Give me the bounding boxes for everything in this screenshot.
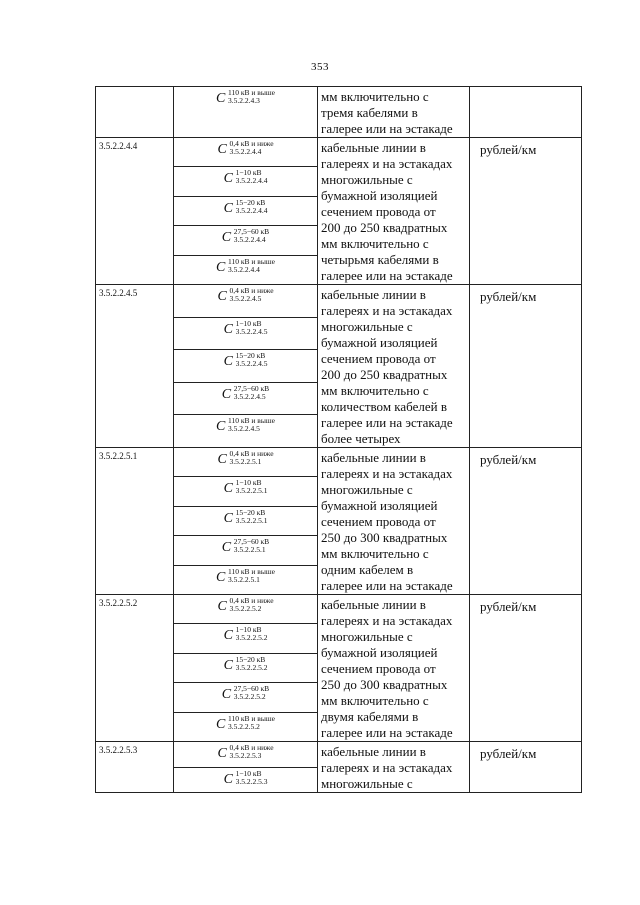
description-line: многожильные с: [321, 629, 413, 644]
unit-of-measure: рублей/км: [470, 448, 582, 595]
rate-index: 3.5.2.2.5.3: [229, 751, 262, 760]
voltage-class: 15−20 кВ: [235, 654, 266, 664]
rate-letter: C: [216, 259, 226, 275]
item-description: [318, 448, 470, 595]
rate-formula: [217, 140, 273, 156]
rate-index: 3.5.2.2.5.2: [228, 721, 260, 731]
rate-index: 3.5.2.2.4.5: [235, 326, 268, 336]
rate-symbol: [174, 683, 318, 712]
rate-symbol: [174, 285, 318, 318]
rate-formula: [224, 320, 268, 336]
rate-symbol: [174, 595, 318, 624]
description-line: 200 до 250 квадратных: [321, 220, 448, 235]
rate-index: 3.5.2.2.5.1: [228, 574, 260, 584]
rate-formula: [224, 199, 268, 215]
description-line: мм включительно с: [321, 236, 429, 251]
rate-formula: [224, 352, 268, 368]
rate-letter: C: [217, 746, 227, 761]
rate-formula: [216, 89, 275, 105]
table-row: [96, 448, 582, 477]
description-line: кабельные линии в: [321, 744, 426, 759]
description-line: двумя кабелями в: [321, 709, 419, 724]
description-line: галереях и на эстакадах: [321, 303, 453, 318]
description-line: сечением провода от: [321, 351, 436, 366]
rate-symbol: [174, 653, 318, 682]
unit-of-measure: рублей/км: [470, 285, 582, 448]
rate-formula: [217, 744, 273, 760]
description-line: кабельные линии в: [321, 140, 426, 155]
rate-symbol: [174, 167, 318, 196]
description-line: галереях и на эстакадах: [321, 466, 453, 481]
rate-symbol: [174, 712, 318, 741]
item-description: [318, 138, 470, 285]
rate-index: 3.5.2.2.4.5: [235, 359, 268, 369]
rate-symbol: [174, 226, 318, 255]
rate-letter: C: [223, 657, 233, 673]
description-line: многожильные с: [321, 319, 413, 334]
description-line: мм включительно с: [321, 89, 429, 104]
description-line: бумажной изоляцией: [321, 335, 438, 350]
rate-symbol: [174, 350, 318, 383]
unit-of-measure: рублей/км: [470, 742, 582, 793]
voltage-class: 0,4 кВ и ниже: [229, 596, 274, 605]
rate-symbol: [174, 767, 318, 793]
description-line: многожильные с: [321, 172, 413, 187]
description-line: галереях и на эстакадах: [321, 760, 453, 775]
rate-formula: [224, 509, 268, 525]
voltage-class: 110 кВ и выше: [228, 256, 275, 266]
table-row: [96, 595, 582, 624]
description-line: сечением провода от: [321, 514, 436, 529]
table-row: [96, 138, 582, 167]
description-line: кабельные линии в: [321, 597, 426, 612]
voltage-class: 15−20 кВ: [235, 507, 266, 517]
voltage-class: 1−10 кВ: [235, 168, 262, 178]
voltage-class: 0,4 кВ и ниже: [229, 743, 274, 752]
rate-index: 3.5.2.2.4.3: [228, 96, 260, 105]
unit-of-measure: рублей/км: [470, 138, 582, 285]
description-line: бумажной изоляцией: [321, 645, 438, 660]
description-line: одним кабелем в: [321, 562, 414, 577]
rate-formula: [216, 715, 275, 731]
rate-symbol: [174, 565, 318, 594]
rate-index: 3.5.2.2.4.4: [235, 176, 268, 186]
tariff-table: [95, 86, 582, 793]
rate-index: 3.5.2.2.5.1: [229, 457, 262, 466]
voltage-class: 1−10 кВ: [235, 625, 262, 635]
description-line: кабельные линии в: [321, 287, 426, 302]
item-description: [318, 87, 470, 138]
voltage-class: 27,5−60 кВ: [233, 227, 270, 237]
rate-letter: C: [216, 91, 226, 106]
rate-letter: C: [217, 599, 227, 614]
description-line: галерее или на эстакаде: [321, 415, 453, 430]
rate-letter: C: [223, 510, 233, 526]
description-line: четырьмя кабелями в: [321, 252, 439, 267]
item-description: [318, 742, 470, 793]
rate-index: 3.5.2.2.5.1: [235, 515, 268, 525]
rate-symbol: [174, 506, 318, 535]
rate-formula: [216, 417, 275, 433]
rate-symbol: [174, 742, 318, 768]
description-line: мм включительно с: [321, 546, 429, 561]
description-line: галерее или на эстакаде: [321, 121, 453, 136]
rate-symbol: [174, 87, 318, 138]
rate-letter: C: [223, 771, 233, 787]
rate-formula: [224, 479, 268, 495]
item-code: 3.5.2.2.4.4: [96, 138, 174, 285]
description-line: бумажной изоляцией: [321, 188, 438, 203]
description-line: галереях и на эстакадах: [321, 613, 453, 628]
rate-formula: [217, 597, 273, 613]
rate-letter: C: [217, 289, 227, 304]
rate-index: 3.5.2.2.5.2: [229, 604, 262, 613]
rate-letter: C: [221, 687, 232, 703]
unit-of-measure: рублей/км: [470, 595, 582, 742]
rate-symbol: [174, 138, 318, 167]
rate-index: 3.5.2.2.4.5: [228, 424, 260, 434]
rate-symbol: [174, 448, 318, 477]
rate-symbol: [174, 196, 318, 225]
rate-letter: C: [217, 452, 227, 467]
rate-letter: C: [216, 569, 226, 585]
rate-formula: [216, 258, 275, 274]
voltage-class: 110 кВ и выше: [228, 713, 275, 723]
rate-symbol: [174, 317, 318, 350]
voltage-class: 110 кВ и выше: [228, 416, 275, 426]
item-code: 3.5.2.2.5.2: [96, 595, 174, 742]
description-line: 250 до 300 квадратных: [321, 530, 448, 545]
item-description: [318, 285, 470, 448]
rate-index: 3.5.2.2.4.5: [229, 294, 262, 303]
description-line: многожильные с: [321, 776, 413, 791]
rate-symbol: [174, 382, 318, 415]
rate-index: 3.5.2.2.5.1: [235, 486, 268, 496]
rate-symbol: [174, 255, 318, 284]
rate-letter: C: [216, 716, 226, 732]
voltage-class: 27,5−60 кВ: [233, 537, 270, 547]
rate-symbol: [174, 536, 318, 565]
voltage-class: 15−20 кВ: [235, 197, 266, 207]
rate-formula: [217, 450, 273, 466]
rate-formula: [222, 685, 269, 701]
voltage-class: 15−20 кВ: [235, 351, 266, 361]
voltage-class: 27,5−60 кВ: [233, 684, 270, 694]
rate-letter: C: [217, 142, 227, 157]
rate-letter: C: [223, 628, 233, 644]
table-row: [96, 285, 582, 318]
description-line: тремя кабелями в: [321, 105, 418, 120]
voltage-class: 0,4 кВ и ниже: [229, 286, 274, 295]
voltage-class: 27,5−60 кВ: [233, 383, 270, 393]
voltage-class: 110 кВ и выше: [228, 566, 275, 576]
rate-letter: C: [221, 230, 232, 246]
description-line: сечением провода от: [321, 204, 436, 219]
rate-index: 3.5.2.2.5.3: [235, 776, 268, 786]
rate-index: 3.5.2.2.4.4: [228, 264, 260, 274]
item-code: 3.5.2.2.4.5: [96, 285, 174, 448]
rate-letter: C: [221, 386, 232, 402]
rate-formula: [224, 770, 268, 786]
description-line: 200 до 250 квадратных: [321, 367, 448, 382]
description-line: мм включительно с: [321, 383, 429, 398]
rate-index: 3.5.2.2.4.5: [233, 391, 266, 401]
rate-letter: C: [223, 354, 233, 370]
rate-formula: [216, 568, 275, 584]
description-line: многожильные с: [321, 482, 413, 497]
unit-of-measure: [470, 87, 582, 138]
rate-symbol: [174, 415, 318, 448]
item-description: [318, 595, 470, 742]
page-number: 353: [311, 61, 329, 73]
rate-index: 3.5.2.2.4.4: [233, 235, 266, 245]
rate-formula: [224, 626, 268, 642]
rate-formula: [222, 385, 269, 401]
item-code: [96, 87, 174, 138]
rate-index: 3.5.2.2.4.4: [235, 205, 268, 215]
table-row: [96, 87, 582, 138]
description-line: количеством кабелей в: [321, 399, 447, 414]
rate-letter: C: [216, 419, 226, 435]
voltage-class: 1−10 кВ: [235, 318, 262, 328]
rate-formula: [224, 169, 268, 185]
rate-symbol: [174, 624, 318, 653]
description-line: бумажной изоляцией: [321, 498, 438, 513]
item-code: 3.5.2.2.5.1: [96, 448, 174, 595]
rate-symbol: [174, 477, 318, 506]
table-row: [96, 742, 582, 768]
description-line: галереях и на эстакадах: [321, 156, 453, 171]
rate-letter: C: [223, 200, 233, 216]
description-line: галерее или на эстакаде: [321, 578, 453, 593]
rate-letter: C: [221, 540, 232, 556]
rate-formula: [222, 228, 269, 244]
voltage-class: 1−10 кВ: [235, 478, 262, 488]
rate-index: 3.5.2.2.5.1: [233, 545, 266, 555]
description-line: сечением провода от: [321, 661, 436, 676]
description-line: мм включительно с: [321, 693, 429, 708]
rate-index: 3.5.2.2.5.2: [235, 633, 268, 643]
rate-letter: C: [223, 321, 233, 337]
rate-index: 3.5.2.2.5.2: [233, 692, 266, 702]
description-line: более четырех: [321, 431, 401, 446]
rate-letter: C: [223, 481, 233, 497]
voltage-class: 0,4 кВ и ниже: [229, 139, 274, 148]
tariff-table-body: [96, 87, 582, 793]
description-line: галерее или на эстакаде: [321, 725, 453, 740]
item-code: 3.5.2.2.5.3: [96, 742, 174, 793]
description-line: галерее или на эстакаде: [321, 268, 453, 283]
voltage-class: 1−10 кВ: [235, 768, 262, 778]
voltage-class: 0,4 кВ и ниже: [229, 449, 274, 458]
rate-letter: C: [223, 171, 233, 187]
rate-formula: [224, 656, 268, 672]
rate-index: 3.5.2.2.5.2: [235, 662, 268, 672]
rate-formula: [222, 538, 269, 554]
rate-formula: [217, 287, 273, 303]
voltage-class: 110 кВ и выше: [228, 88, 275, 97]
description-line: кабельные линии в: [321, 450, 426, 465]
rate-index: 3.5.2.2.4.4: [229, 147, 262, 156]
description-line: 250 до 300 квадратных: [321, 677, 448, 692]
